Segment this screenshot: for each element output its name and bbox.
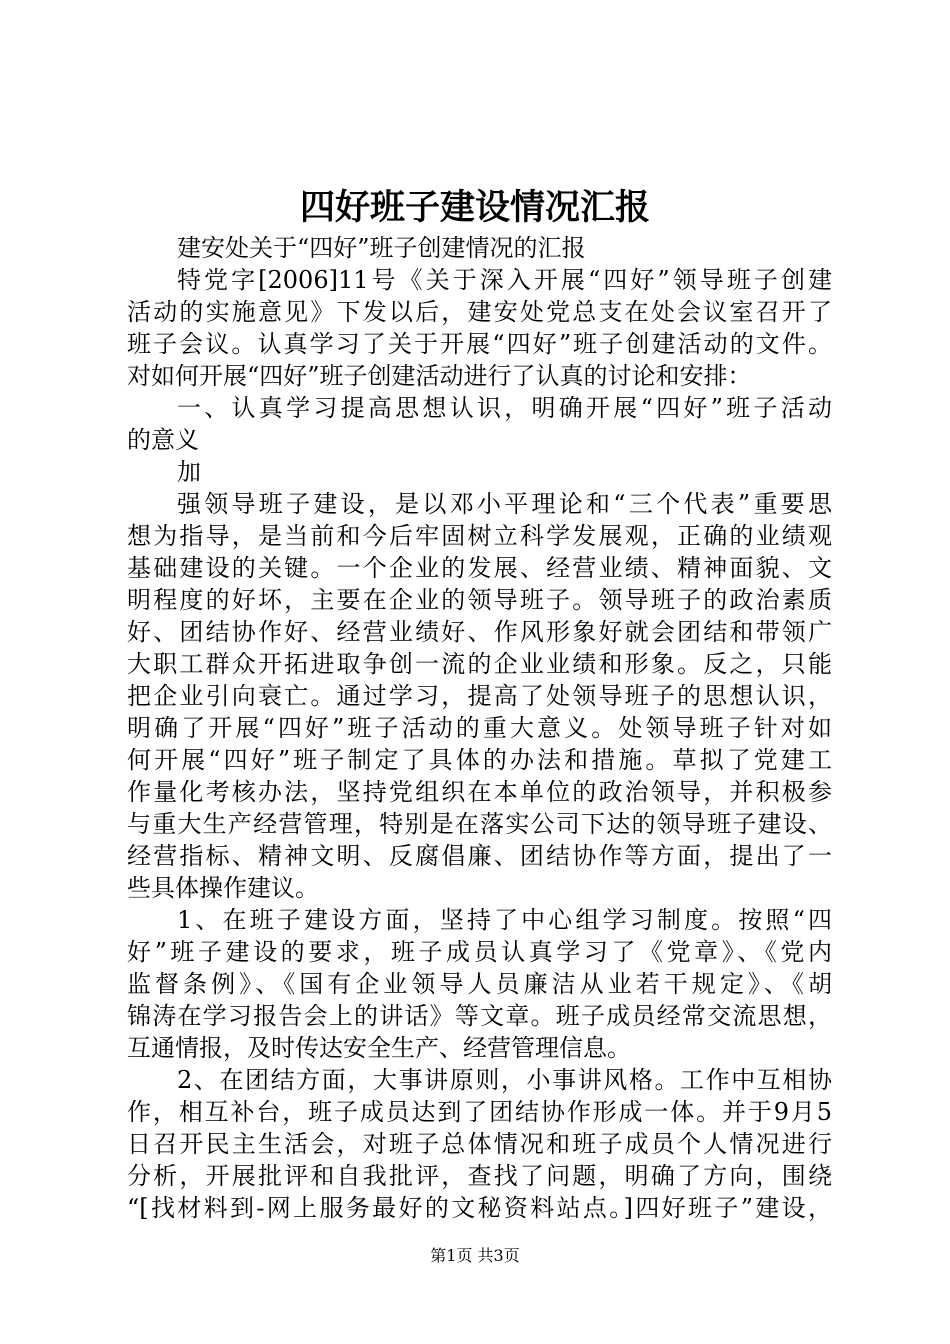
text-line: 明程度的好坏，主要在企业的领导班子。领导班子的政治素质 <box>127 586 832 614</box>
document-body <box>127 232 832 1224</box>
text-line: 2、在团结方面，大事讲原则，小事讲风格。工作中互相协 <box>177 1066 832 1094</box>
text-line: “[找材料到-网上服务最好的文秘资料站点。]四好班子”建设， <box>127 1194 832 1222</box>
text-line: 对如何开展“四好”班子创建活动进行了认真的讨论和安排： <box>127 362 752 390</box>
text-line: 1、在班子建设方面，坚持了中心组学习制度。按照“四 <box>177 906 832 934</box>
text-line: 互通情报，及时传达安全生产、经营管理信息。 <box>127 1034 631 1062</box>
text-line: 监督条例》、《国有企业领导人员廉洁从业若干规定》、《胡 <box>127 970 832 998</box>
text-line: 些具体操作建议。 <box>127 874 319 902</box>
text-line: 好、团结协作好、经营业绩好、作风形象好就会团结和带领广 <box>127 618 832 646</box>
text-line: 分析，开展批评和自我批评，查找了问题，明确了方向，围绕 <box>127 1162 832 1190</box>
text-line: 好”班子建设的要求，班子成员认真学习了《党章》、《党内 <box>127 938 832 966</box>
page-number: 第1页 共3页 <box>430 1246 520 1265</box>
text-line: 基础建设的关键。一个企业的发展、经营业绩、精神面貌、文 <box>127 554 832 582</box>
text-line: 一、认真学习提高思想认识，明确开展“四好”班子活动 <box>177 394 832 422</box>
text-line: 特党字[2006]11号《关于深入开展“四好”领导班子创建 <box>177 266 832 294</box>
text-line: 日召开民主生活会，对班子总体情况和班子成员个人情况进行 <box>127 1130 832 1158</box>
text-line: 想为指导，是当前和今后牢固树立科学发展观，正确的业绩观 <box>127 522 832 550</box>
text-line: 大职工群众开拓进取争创一流的企业业绩和形象。反之，只能 <box>127 650 832 678</box>
text-line: 加 <box>177 458 201 486</box>
text-line: 明确了开展“四好”班子活动的重大意义。处领导班子针对如 <box>127 714 832 742</box>
text-line: 班子会议。认真学习了关于开展“四好”班子创建活动的文件。 <box>127 330 832 358</box>
text-line: 与重大生产经营管理，特别是在落实公司下达的领导班子建设、 <box>127 810 832 838</box>
text-line: 作量化考核办法，坚持党组织在本单位的政治领导，并积极参 <box>127 778 832 806</box>
text-line: 经营指标、精神文明、反腐倡廉、团结协作等方面，提出了一 <box>127 842 832 870</box>
text-line: 的意义 <box>127 426 199 454</box>
text-line: 锦涛在学习报告会上的讲话》等文章。班子成员经常交流思想， <box>127 1002 832 1030</box>
text-line: 把企业引向衰亡。通过学习，提高了处领导班子的思想认识， <box>127 682 832 710</box>
text-line: 建安处关于“四好”班子创建情况的汇报 <box>177 234 586 262</box>
text-line: 强领导班子建设，是以邓小平理论和“三个代表”重要思 <box>177 490 832 518</box>
text-line: 活动的实施意见》下发以后，建安处党总支在处会议室召开了 <box>127 298 832 326</box>
text-line: 何开展“四好”班子制定了具体的办法和措施。草拟了党建工 <box>127 746 832 774</box>
text-line: 作，相互补台，班子成员达到了团结协作形成一体。并于9月5 <box>127 1098 832 1126</box>
document-title: 四好班子建设情况汇报 <box>299 188 650 228</box>
